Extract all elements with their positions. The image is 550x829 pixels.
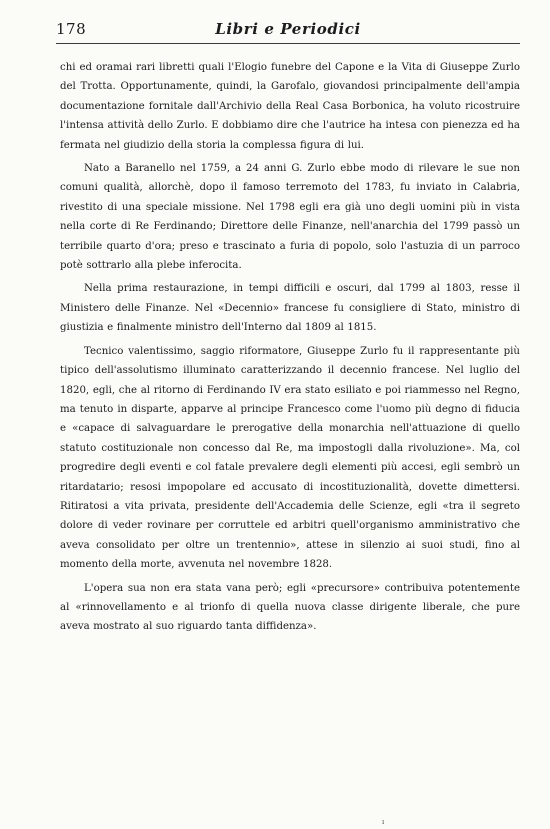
paragraph-2: Nato a Baranello nel 1759, a 24 anni G. Zurlo ebbe modo di rilevare le sue non comuni qualità, allorchè, dopo il famoso terremoto del 1783, fu inviato in Calabria, rivestito di una speciale missione. Nel 1798 egli era già uno degli uomini più in vista nella corte di Re Ferdinando; Direttore delle Finanze, nell'anarchia del 1799 passò un terribile quarto d'ora; preso e trascinato a furia di popolo, solo l'astuzia di un parroco potè sottrarlo alla plebe inferocita. <box>60 163 520 272</box>
paragraph-1: chi ed oramai rari libretti quali l'Elogio funebre del Capone e la Vita di Giuseppe Zurlo del Trotta. Opportunamente, quindi, la Garofalo, giovandosi principalmente dell'ampia documentazione fornitale dall'Archivio della Real Casa Borbonica, ha voluto ricostruire l'intensa attività dello Zurlo. E dobbiamo dire che l'autrice ha intesa con pienezza ed ha fermata nel giudizio della storia la complessa figura di lui. <box>60 62 520 151</box>
running-header <box>56 20 520 42</box>
paragraph-4: Tecnico valentissimo, saggio riformatore, Giuseppe Zurlo fu il rappresentante più tipico dell'assolutismo illuminato caratterizzando il decennio francese. Nel luglio del 1820, egli, che al ritorno di Ferdinando IV era stato esiliato e poi riammesso nel Regno, ma tenuto in disparte, apparve al principe Francesco come l'uomo più degno di fiducia e «capace di salvaguardare le prerogative della monarchia nell'attuazione di quello statuto costituzionale non concesso dal Re, ma impostogli dalla rivoluzione». Ma, col progredire degli eventi e col fatale prevalere degli elementi più accesi, egli sembrò un ritardatario; resosi impopolare ed accusato di incostituzionalità, dovette dimettersi. Ritiratosi a vita privata, presidente dell'Accademia delle Scienze, egli «tra il segreto dolore di veder rovinare per corruttele ed arbitri quell'organismo amministrativo che aveva consolidato per oltre un trentennio», attese in silenzio ai suoi studi, fino al momento della morte, avvenuta nel novembre 1828. <box>60 345 520 571</box>
running-title: Libri e Periodici <box>215 20 361 38</box>
header-rule <box>56 43 520 44</box>
body-text <box>60 58 520 641</box>
margin-mark: ı <box>382 818 385 826</box>
paragraph-3: Nella prima restaurazione, in tempi difficili e oscuri, dal 1799 al 1803, resse il Ministero delle Finanze. Nel «Decennio» francese fu consigliere di Stato, ministro di giustizia e finalmente ministro dell'Interno dal 1809 al 1815. <box>60 283 520 334</box>
page-number: 178 <box>56 20 87 38</box>
paragraph-5: L'opera sua non era stata vana però; egli «precursore» contribuiva potentemente al «rinnovellamento e al trionfo di quella nuova classe dirigente liberale, che pure aveva mostrato al suo riguardo tanta diffidenza». <box>60 582 520 633</box>
